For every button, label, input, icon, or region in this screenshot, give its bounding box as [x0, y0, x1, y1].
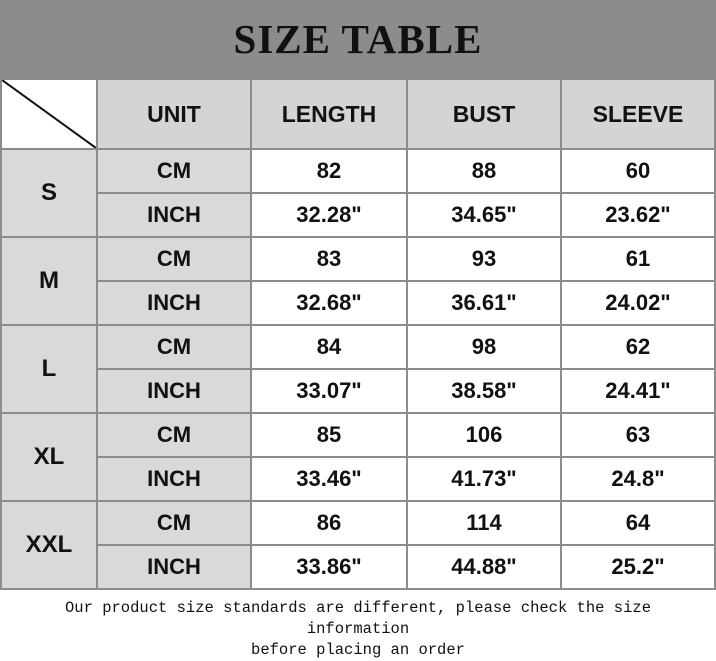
- sleeve-value: 63: [561, 413, 715, 457]
- sleeve-value: 24.02": [561, 281, 715, 325]
- bust-value: 41.73": [407, 457, 561, 501]
- size-label-s: S: [1, 149, 97, 237]
- table-row: [1, 237, 715, 281]
- length-value: 83: [251, 237, 407, 281]
- page-title: SIZE TABLE: [233, 16, 483, 62]
- unit-label: INCH: [97, 193, 251, 237]
- table-header-row: [1, 79, 715, 149]
- unit-label: CM: [97, 237, 251, 281]
- size-label-m: M: [1, 237, 97, 325]
- table-row: [1, 369, 715, 413]
- length-value: 33.46": [251, 457, 407, 501]
- bust-value: 98: [407, 325, 561, 369]
- size-label-l: L: [1, 325, 97, 413]
- sleeve-value: 61: [561, 237, 715, 281]
- sleeve-value: 64: [561, 501, 715, 545]
- sleeve-value: 62: [561, 325, 715, 369]
- unit-label: INCH: [97, 369, 251, 413]
- corner-diagonal-cell: [1, 79, 97, 149]
- size-label-xl: XL: [1, 413, 97, 501]
- unit-label: INCH: [97, 545, 251, 589]
- table-row: [1, 545, 715, 589]
- diagonal-line-icon: [2, 80, 96, 148]
- table-row: [1, 325, 715, 369]
- sleeve-value: 24.41": [561, 369, 715, 413]
- table-row: [1, 501, 715, 545]
- bust-value: 36.61": [407, 281, 561, 325]
- table-row: [1, 193, 715, 237]
- length-value: 32.68": [251, 281, 407, 325]
- bust-value: 106: [407, 413, 561, 457]
- bust-value: 88: [407, 149, 561, 193]
- column-header-bust: BUST: [407, 79, 561, 149]
- unit-label: CM: [97, 501, 251, 545]
- length-value: 84: [251, 325, 407, 369]
- bust-value: 34.65": [407, 193, 561, 237]
- column-header-unit: UNIT: [97, 79, 251, 149]
- length-value: 33.07": [251, 369, 407, 413]
- column-header-sleeve: SLEEVE: [561, 79, 715, 149]
- size-note-line-2: before placing an order: [251, 640, 465, 659]
- bust-value: 44.88": [407, 545, 561, 589]
- table-row: [1, 149, 715, 193]
- sleeve-value: 24.8": [561, 457, 715, 501]
- title-bar: [0, 0, 716, 78]
- sleeve-value: 25.2": [561, 545, 715, 589]
- unit-label: INCH: [97, 457, 251, 501]
- length-value: 85: [251, 413, 407, 457]
- unit-label: CM: [97, 413, 251, 457]
- table-row: [1, 457, 715, 501]
- size-note: [0, 590, 716, 659]
- table-row: [1, 281, 715, 325]
- unit-label: CM: [97, 149, 251, 193]
- size-note-line-1: Our product size standards are different, please check the size information: [65, 599, 651, 638]
- column-header-length: LENGTH: [251, 79, 407, 149]
- sleeve-value: 23.62": [561, 193, 715, 237]
- unit-label: INCH: [97, 281, 251, 325]
- size-label-xxl: XXL: [1, 501, 97, 589]
- unit-label: CM: [97, 325, 251, 369]
- size-table: [0, 78, 716, 590]
- bust-value: 93: [407, 237, 561, 281]
- length-value: 32.28": [251, 193, 407, 237]
- length-value: 82: [251, 149, 407, 193]
- table-row: [1, 413, 715, 457]
- sleeve-value: 60: [561, 149, 715, 193]
- length-value: 86: [251, 501, 407, 545]
- bust-value: 114: [407, 501, 561, 545]
- bust-value: 38.58": [407, 369, 561, 413]
- length-value: 33.86": [251, 545, 407, 589]
